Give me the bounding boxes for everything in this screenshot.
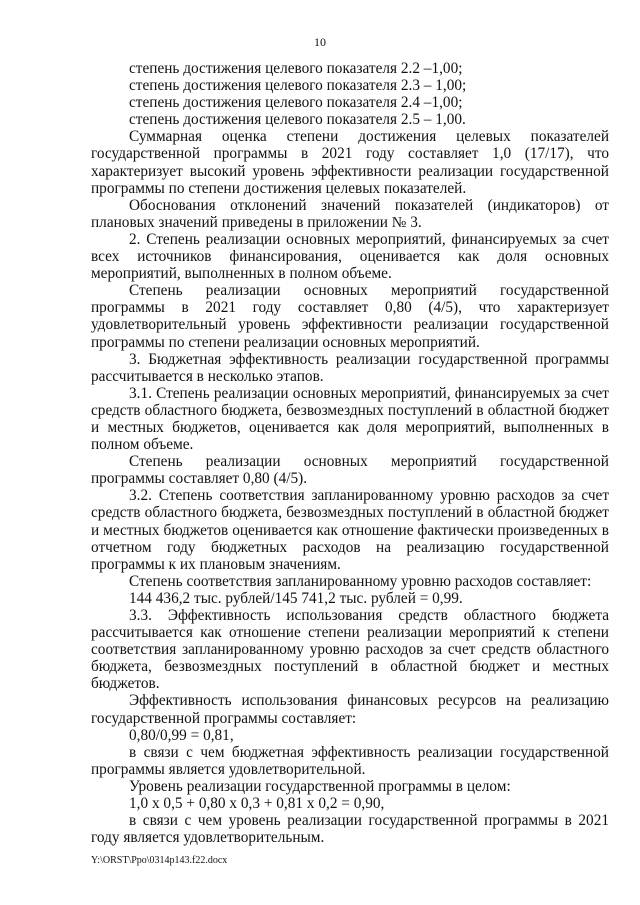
page-number: 10 — [314, 35, 326, 49]
paragraph: Эффективность использования финансовых ресурсов на реализацию государственной программы составляет: — [91, 692, 609, 727]
paragraph: Степень реализации основных мероприятий государственной программы составляет 0,80 (4/5). — [91, 453, 609, 488]
paragraph: степень достижения целевого показателя 2.3 – 1,00; — [129, 77, 467, 95]
paragraph: степень достижения целевого показателя 2.2 –1,00; — [129, 60, 463, 77]
paragraph: Степень соответствия запланированному уровню расходов составляет: — [129, 572, 592, 590]
paragraph: степень достижения целевого показателя 2.5 – 1,00. — [129, 111, 466, 129]
paragraph: в связи с чем бюджетная эффективность реализации государственной программы является удовлетворительной. — [91, 743, 609, 778]
paragraph: Обоснования отклонений значений показателей (индикаторов) от плановых значений приведены в приложении № 3. — [91, 196, 609, 231]
paragraph: степень достижения целевого показателя 2.4 –1,00; — [129, 94, 463, 112]
formula: 144 436,2 тыс. рублей/145 741,2 тыс. рублей = 0,99. — [129, 589, 463, 607]
paragraph: 3.3. Эффективность использования средств областного бюджета рассчитывается как отношение степени реализации мероприятий к степени соответствия запланированному уровню расходов за счет средств областного бюджета, безвозмездных поступлений в областной бюджет и местных бюджетов. — [91, 607, 609, 693]
paragraph: Суммарная оценка степени достижения целевых показателей государственной программы в 2021 году составляет 1,0 (17/17), что характеризует высокий уровень эффективности реализации государственной программы по степени достижения целевых показателей. — [91, 128, 609, 197]
paragraph: 3.1. Степень реализации основных мероприятий, финансируемых за счет средств областного бюджета, безвозмездных поступлений в областной бюджет и местных бюджетов, оценивается как доля мероприятий, выполненных в полном объеме. — [91, 384, 609, 454]
paragraph: 3.2. Степень соответствия запланированному уровню расходов за счет средств областного бюджета, безвозмездных поступлений в областной бюджет и местных бюджетов оценивается как отношение фактически произведенных в отчетном году бюджетных расходов на реализацию государственной программы к их плановым значениям. — [91, 487, 609, 573]
paragraph: 2. Степень реализации основных мероприятий, финансируемых за счет всех источников финансирования, оценивается как доля основных мероприятий, выполненных в полном объеме. — [91, 230, 609, 283]
paragraph: Уровень реализации государственной программы в целом: — [129, 777, 511, 795]
formula: 0,80/0,99 = 0,81, — [129, 726, 234, 744]
formula: 1,0 х 0,5 + 0,80 х 0,3 + 0,81 х 0,2 = 0,90, — [129, 795, 385, 813]
file-path-footer: Y:\ORST\Ppo\0314p143.f22.docx — [91, 855, 228, 866]
paragraph: Степень реализации основных мероприятий государственной программы в 2021 году составляет 0,80 (4/5), что характеризует удовлетворительный уровень эффективности реализации государственной программы по степени реализации основных мероприятий. — [91, 282, 609, 351]
paragraph: 3. Бюджетная эффективность реализации государственной программы рассчитывается в несколько этапов. — [91, 350, 609, 385]
document-body — [91, 60, 609, 846]
paragraph: в связи с чем уровень реализации государственной программы в 2021 году является удовлетворительным. — [91, 812, 609, 847]
